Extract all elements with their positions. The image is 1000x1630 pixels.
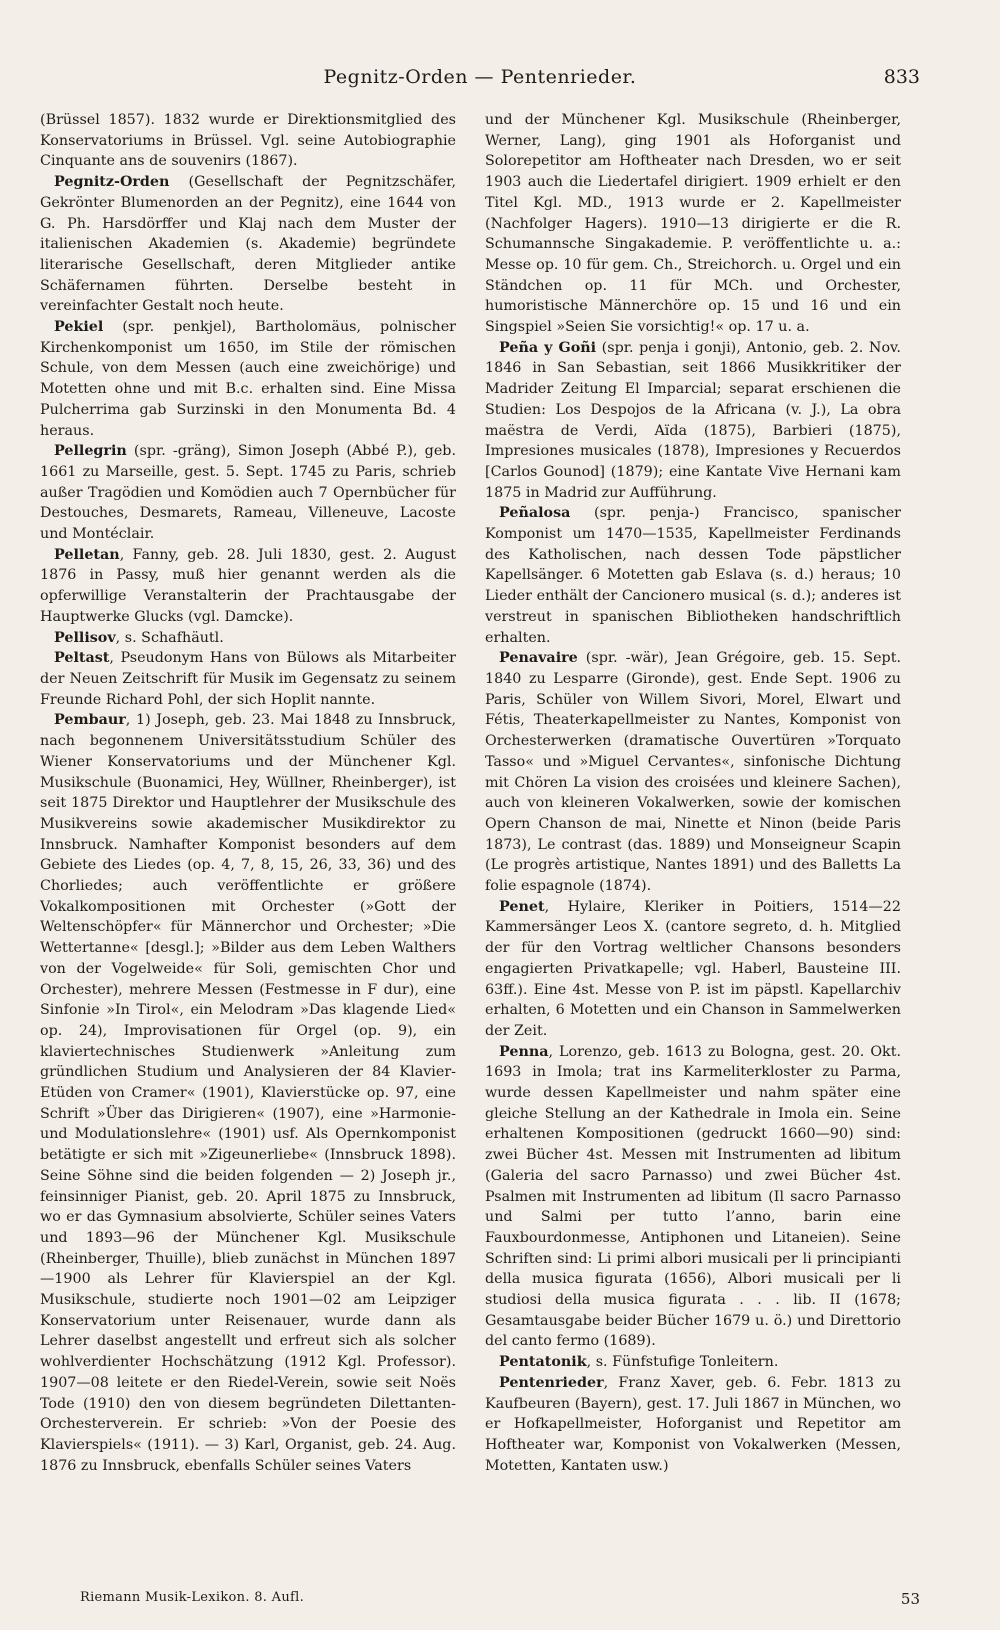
dictionary-entry (40, 172, 456, 317)
entry-headword: Peñalosa (499, 505, 571, 522)
dictionary-entry (485, 338, 901, 504)
entry-text: , Fanny, geb. 28. Juli 1830, gest. 2. August 1876 in Passy, muß hier genannt werden als die opferwillige Veranstalterin der Prachtausgabe der Hauptwerke Glucks (vgl. Damcke). (40, 546, 456, 625)
entry-text: , Hylaire, Kleriker in Poitiers, 1514—22 Kammersänger Leos X. (cantore segreto, d. h. Mitglied der für den Vortrag weltlicher Chansons besonders engagierten Privatkapelle; vgl. Haberl, Bausteine III. 63ff.). Eine 4st. Messe von P. ist im päpstl. Kapellarchiv erhalten, 6 Motetten und ein Chanson in Sammelwerken der Zeit. (485, 898, 901, 1039)
dictionary-entry (485, 897, 901, 1042)
entry-headword: Peña y Goñi (499, 339, 597, 356)
entry-text: (spr. penja i gonji), Antonio, geb. 2. Nov. 1846 in San Sebastian, seit 1866 Musikkritiker der Madrider Zeitung El Imparcial; separat erschienen die Studien: Los Despojos de la Africana (v. J.), La obra maëstra de Verdi, Aïda (1875), Barbieri (1875), Impresiones musicales (1878), Impresiones y Recuerdos [Carlos Gounod] (1879); eine Kantate Vive Hernani kam 1875 in Madrid zur Aufführung. (485, 339, 901, 501)
entry-text: , s. Fünfstufige Tonleitern. (586, 1354, 779, 1371)
dictionary-entry (40, 441, 456, 545)
dictionary-entry (485, 503, 901, 648)
entry-headword: Peltast (54, 650, 110, 667)
dictionary-entry (40, 545, 456, 628)
entry-headword: Pellisov (54, 629, 116, 646)
sheet-number: 53 (900, 1590, 920, 1608)
dictionary-entry (40, 628, 456, 649)
dictionary-entry (485, 1352, 901, 1373)
entry-text: (spr. -gräng), Simon Joseph (Abbé P.), geb. 1661 zu Marseille, gest. 5. Sept. 1745 zu Paris, schrieb außer Tragödien und Komödien auch 7 Opernbücher für Destouches, Desmarets, Rameau, Villeneuve, Lacoste und Montéclair. (40, 443, 456, 543)
page-number: 833 (883, 66, 920, 88)
entry-headword: Penet (499, 898, 545, 915)
entry-text: , Pseudonym Hans von Bülows als Mitarbeiter der Neuen Zeitschrift für Musik im Gegensatz zu seinem Freunde Richard Pohl, der sich Hoplit nannte. (40, 650, 456, 708)
entry-text: , 1) Joseph, geb. 23. Mai 1848 zu Innsbruck, nach begonnenem Universitätsstudium Schüler des Wiener Konservatoriums und der Münchener Kgl. Musikschule (Buonamici, Hey, Wüllner, Rheinberger), ist seit 1875 Direktor und Hauptlehrer der Musikschule des Musikvereins sowie akademischer Musikdirektor zu Innsbruck. Namhafter Komponist besonders auf dem Gebiete des Liedes (op. 4, 7, 8, 15, 26, 33, 36) und des Chorliedes; auch veröffentlichte er größere Vokalkompositionen mit Orchester (»Gott der Weltenschöpfer« für Männerchor und Orchester; »Die Wettertanne« [desgl.]; »Bilder aus dem Leben Walthers von der Vogelweide« für Soli, gemischten Chor und Orchester), mehrere Messen (Festmesse in F dur), eine Sinfonie »In Tirol«, ein Melodram »Das klagende Lied« op. 24), Improvisationen für Orgel (op. 9), ein klaviertechnisches Studienwerk »Anleitung zum gründlichen Studium und Analysieren der 84 Klavier-Etüden von Cramer« (1901), Klavierstücke op. 97, eine Schrift »Über das Dirigieren« (1907), eine »Harmonie- und Modulationslehre« (1901) usf. Als Opernkomponist betätigte er sich mit »Zigeunerliebe« (Innsbruck 1898). Seine Söhne sind die beiden folgenden — 2) Joseph jr., feinsinniger Pianist, geb. 20. April 1875 zu Innsbruck, wo er das Gymnasium absolvierte, Schüler seines Vaters und 1893—96 der Münchener Kgl. Musikschule (Rheinberger, Thuille), blieb zunächst in München 1897—1900 als Lehrer für Klavierspiel an der Kgl. Musikschule, studierte noch 1901—02 am Leipziger Konservatorium unter Reisenauer, wurde dann als Lehrer daselbst angestellt und erfreut sich als solcher wohlverdienter Hochschätzung (1912 Kgl. Professor). 1907—08 leitete er den Riedel-Verein, sowie seit Noës Tode (1910) den von diesem begründeten Dilettanten-Orchesterverein. Er schrieb: »Von der Poesie des Klavierspiels« (1911). — 3) Karl, Organist, geb. 24. Aug. 1876 zu Innsbruck, ebenfalls Schüler seines Vaters (40, 712, 456, 1474)
continued-text (40, 110, 456, 172)
right-column (485, 110, 901, 1476)
running-header (40, 66, 920, 96)
entry-text: , Franz Xaver, geb. 6. Febr. 1813 zu Kaufbeuren (Bayern), gest. 17. Juli 1867 in München, wo er Hofkapellmeister, Hoforganist und Repetitor am Hoftheater war, Komponist von Vokalwerken (Messen, Motetten, Kantaten usw.) (485, 1374, 901, 1474)
dictionary-entry (485, 1042, 901, 1353)
entry-text: (spr. penkjel), Bartholomäus, polnischer Kirchenkomponist um 1650, im Stile der römischen Schule, von dem Messen (auch eine zweichörige) und Motetten ohne und mit B.c. erhalten sind. Eine Missa Pulcherrima gab Surzinski in den Monumenta Bd. 4 heraus. (40, 319, 456, 439)
entry-text: (Gesellschaft der Pegnitzschäfer, Gekrönter Blumenorden an der Pegnitz), eine 1644 von G. Ph. Harsdörffer und Klaj nach dem Muster der italienischen Akademien (s. Akademie) begründete literarische Gesellschaft, deren Mitglieder antike Schäfernamen führten. Derselbe besteht in vereinfachter Gestalt noch heute. (40, 174, 456, 315)
dictionary-entry (485, 1373, 901, 1477)
continued-text (485, 110, 901, 338)
dictionary-entry (485, 648, 901, 896)
entry-text: , Lorenzo, geb. 1613 zu Bologna, gest. 20. Okt. 1693 in Imola; trat ins Karmeliterkloster zu Parma, wurde dessen Kapellmeister und nahm später eine gleiche Stellung an der Kathedrale in Imola ein. Seine erhaltenen Kompositionen (gedruckt 1660—90) sind: zwei Bücher 4st. Messen mit Instrumenten ad libitum (Galeria del sacro Parnasso) und zwei Bücher 4st. Psalmen mit Instrumenten ad libitum (Il sacro Parnasso und Salmi per tutto l’anno, barin eine Fauxbourdonmesse, Antiphonen und Litaneien). Seine Schriften sind: Li primi albori musicali per li principianti della musica figurata (1656), Albori musicali per li studiosi della musica figurata . . . lib. II (1678; Gesamtausgabe beider Bücher 1679 u. ö.) und Direttorio del canto fermo (1689). (485, 1043, 901, 1350)
header-title: Pegnitz-Orden — Pentenrieder. (323, 66, 637, 88)
entry-text: (spr. penja-) Francisco, spanischer Komponist um 1470—1535, Kapellmeister Ferdinands des Katholischen, nach dessen Tode päpstlicher Kapellsänger. 6 Motetten gab Eslava (s. d.) heraus; 10 Lieder enthält der Cancionero musical (s. d.); anderes ist verstreut in spanischen Bibliotheken handschriftlich erhalten. (485, 505, 901, 646)
entry-headword: Pellegrin (54, 443, 127, 460)
left-column (40, 110, 456, 1476)
entry-headword: Penna (499, 1043, 549, 1060)
entry-text: (Brüssel 1857). 1832 wurde er Direktionsmitglied des Konservatoriums in Brüssel. Vgl. seine Autobiographie Cinquante ans de souvenirs (1867). (40, 112, 456, 170)
entry-headword: Pembaur (54, 712, 126, 729)
entry-headword: Pekiel (54, 319, 104, 336)
page-footer (80, 1590, 920, 1612)
entry-text: , s. Schafhäutl. (115, 629, 224, 646)
entry-text: (spr. -wär), Jean Grégoire, geb. 15. Sept. 1840 zu Lesparre (Gironde), gest. Ende Sept. 1906 zu Paris, Schüler von Willem Sivori, Morel, Elwart und Fétis, Theaterkapellmeister zu Nantes, Komponist von Orchesterwerken (dramatische Ouvertüren »Torquato Tasso« und »Miguel Cervantes«, sinfonische Dichtung mit Chören La vision des croisées und kleinere Sachen), auch von kleineren Vokalwerken, sowie der komischen Opern Chanson de mai, Ninette et Ninon (beide Paris 1873), Le contrast (das. 1889) und Monseigneur Scapin (Le progrès artistique, Nantes 1891) und des Balletts La folie espagnole (1874). (485, 650, 901, 895)
dictionary-entry (40, 710, 456, 1476)
entry-headword: Penavaire (499, 650, 578, 667)
printer-signature: Riemann Musik-Lexikon. 8. Aufl. (80, 1590, 305, 1605)
entry-headword: Pentatonik (499, 1354, 587, 1371)
dictionary-entry (40, 317, 456, 441)
entry-headword: Pegnitz-Orden (54, 174, 170, 191)
entry-text: und der Münchener Kgl. Musikschule (Rheinberger, Werner, Lang), ging 1901 als Hoforganist und Solorepetitor am Hoftheater nach Dresden, wo er seit 1903 auch die Liedertafel dirigiert. 1909 erhielt er den Titel Kgl. MD., 1913 wurde er 2. Kapellmeister (Nachfolger Hagers). 1910—13 dirigierte er die R. Schumannsche Singakademie. P. veröffentlichte u. a.: Messe op. 10 für gem. Ch., Streichorch. u. Orgel und ein Ständchen op. 11 für MCh. und Orchester, humoristische Männerchöre op. 15 und 16 und ein Singspiel »Seien Sie vorsichtig!« op. 17 u. a. (485, 112, 901, 336)
entry-headword: Pelletan (54, 546, 120, 563)
entry-headword: Pentenrieder (499, 1374, 604, 1391)
dictionary-entry (40, 648, 456, 710)
